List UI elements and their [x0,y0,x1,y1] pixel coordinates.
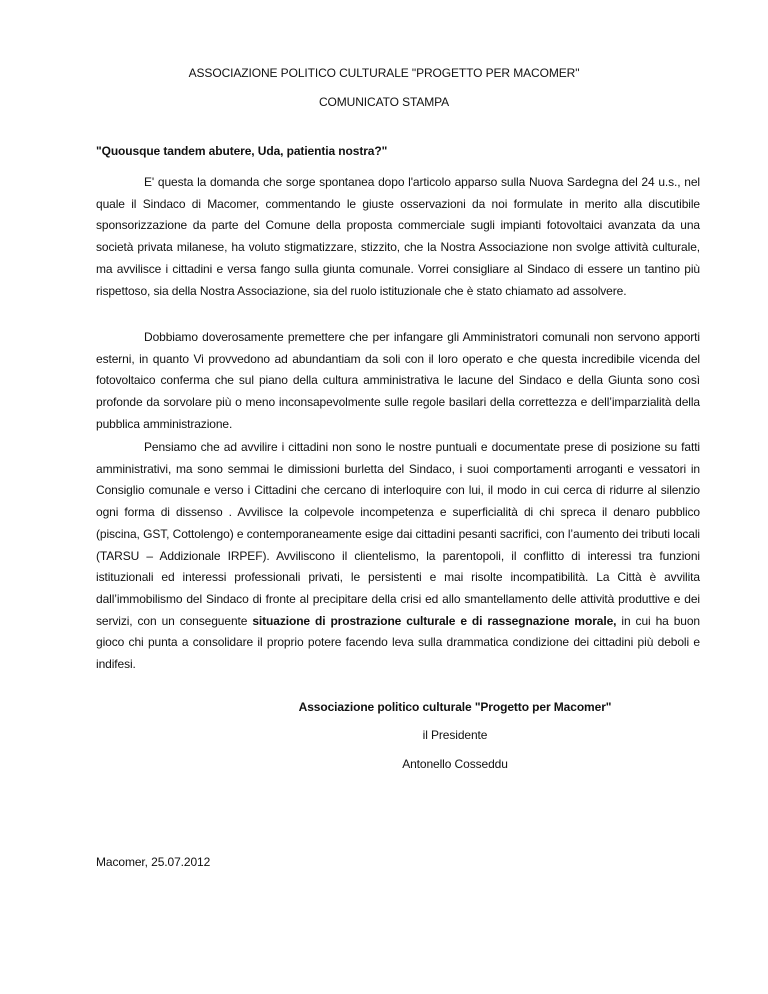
document-title: ASSOCIAZIONE POLITICO CULTURALE "PROGETTO PER MACOMER" [188,66,580,80]
document-date: Macomer, 25.07.2012 [96,855,211,869]
paragraph-1: E' questa la domanda che sorge spontanea dopo l'articolo apparso sulla Nuova Sardegna del 24 u.s., nel quale il Sindaco di Macomer, commentando le giuste osservazioni da noi formulate in merito alla discutibile sponsorizzazione da parte del Comune della proposta commerciale sugli impianti fotovoltaici avanzata da una società privata milanese, ha voluto stigmatizzare, stizzito, che la Nostra Associazione non svolge attività culturale, ma avvilisce i cittadini e versa fango sulla giunta comunale. Vorrei consigliare al Sindaco di essere un tantino più rispettoso, sia della Nostra Associazione, sia del ruolo istituzionale che è stato chiamato ad assolvere. [96,175,700,298]
signature-org: Associazione politico culturale "Progetto per Macomer" [298,700,612,714]
paragraph-3 [96,437,700,676]
signature-role: il Presidente [422,728,488,742]
document-subtitle: COMUNICATO STAMPA [318,95,450,109]
paragraph-3-text: Pensiamo che ad avvilire i cittadini non sono le nostre puntuali e documentate prese di posizione su fatti amministrativi, ma sono semmai le dimissioni burletta del Sindaco, i suoi comportamenti arroganti e vessatori in Consiglio comunale e verso i Cittadini che cercano di interloquire con lui, il modo in cui cerca di ridurre al silenzio ogni forma di dissenso . Avvilisce la colpevole incompetenza e superficialità di chi spreca il denaro pubblico (piscina, GST, Cottolengo) e contemporaneamente esige dai cittadini pesanti sacrifici, con l’aumento dei tributi locali (TARSU – Addizionale IRPEF). Avviliscono il clientelismo, la parentopoli, il conflitto di interessi tra funzioni istituzionali ed interessi professionali privati, le persistenti e mai risolte incompatibilità. La Città è avvilita dall’immobilismo del Sindaco di fronte al precipitare della crisi ed allo smantellamento delle attività produttive e dei servizi, con un conseguente [96,440,700,628]
paragraph-2: Dobbiamo doverosamente premettere che per infangare gli Amministratori comunali non servono apporti esterni, in quanto Vi provvedono ad abundantiam da soli con il loro operato e che questa incredibile vicenda del fotovoltaico conferma che sul piano della cultura amministrativa le lacune del Sindaco e della Giunta sono così profonde da sorvolare più o meno inconsapevolmente sulle regole basilari della correttezza e dell’imparzialità della pubblica amministrazione. [96,330,700,431]
quote-heading: "Quousque tandem abutere, Uda, patientia nostra?" [96,144,388,158]
paragraph-3-end: in cui ha buon gioco chi punta a consolidare il proprio potere facendo leva sulla drammatica condizione dei cittadini più deboli e indifesi. [96,613,701,672]
paragraph-3-bold: situazione di prostrazione culturale e di rassegnazione morale, [252,613,617,628]
signature-name: Antonello Cosseddu [402,757,508,771]
